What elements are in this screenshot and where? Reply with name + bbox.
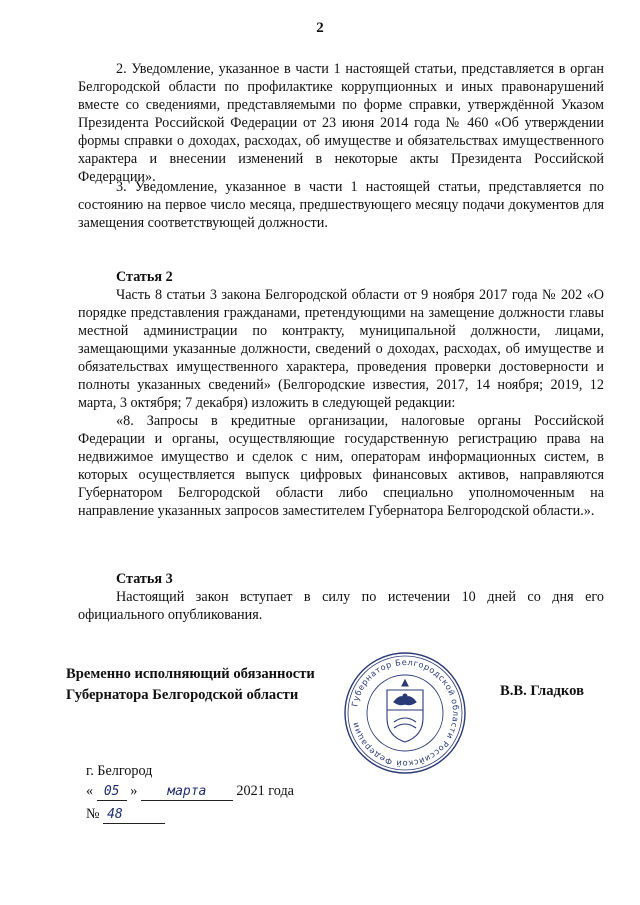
article-2 <box>78 268 604 520</box>
date-month: марта <box>167 784 207 799</box>
article-2-quote: «8. Запросы в кредитные организации, налоговые органы Российской Федерации и органы, осуществляющие государственную регистрацию права на недвижимое имущество и сделок с ним, операторам информационных систем, в которых осуществляется выпуск цифровых финансовых активов, направляются Губернатором Белгородской области либо специально уполномоченным на направление указанных запросов заместителем Губернатора Белгородской области.». <box>78 413 604 519</box>
signatory-title-line1: Временно исполняющий обязанности <box>66 666 315 682</box>
paragraph-2: 2. Уведомление, указанное в части 1 настоящей статьи, представляется в орган Белгородской области по профилактике коррупционных и иных правонарушений вместе со сведениями, представляемыми по форме справки, утверждённой Указом Президента Российской Федерации от 23 июня 2014 года № 460 «Об утверждении формы справки о доходах, расходах, об имуществе и обязательствах имущественного характера и внесении изменений в некоторые акты Президента Российской Федерации». <box>78 61 604 185</box>
article-2-text: Часть 8 статьи 3 закона Белгородской области от 9 ноября 2017 года № 202 «О порядке представления гражданами, претендующими на замещение должности главы местной администрации по контракту, муниципальной должности, лицами, замещающими указанные должности, сведений о доходах, расходах, об имуществе и обязательствах имущественного характера, проведения проверки достоверности и полноты указанных сведений» (Белгородские известия, 2017, 14 ноября; 2019, 12 марта, 3 октября; 7 декабря) изложить в следующей редакции: <box>78 287 604 411</box>
signing-place: г. Белгород <box>86 763 153 779</box>
document-number <box>86 806 165 824</box>
section-part3 <box>78 178 604 232</box>
signatory-title <box>66 664 356 706</box>
signatory-name: В.В. Гладков <box>500 683 584 699</box>
signatory-title-line2: Губернатора Белгородской области <box>66 687 299 703</box>
official-seal <box>342 650 468 776</box>
number-label: № <box>86 806 100 822</box>
page-number: 2 <box>316 20 324 36</box>
article-3-text: Настоящий закон вступает в силу по истечении 10 дней со дня его официального опубликования. <box>78 589 604 623</box>
paragraph-3: 3. Уведомление, указанное в части 1 настоящей статьи, представляется по состоянию на первое число месяца, предшествующего месяцу подачи документов для замещения соответствующей должности. <box>78 179 604 231</box>
article-2-heading: Статья 2 <box>116 269 173 285</box>
coat-of-arms-icon <box>387 680 423 742</box>
date-year: 2021 года <box>236 783 294 799</box>
signing-date <box>86 783 294 801</box>
article-3-heading: Статья 3 <box>116 571 173 587</box>
date-open-quote: « <box>86 783 94 799</box>
article-3 <box>78 570 604 624</box>
date-close-quote: » <box>130 783 138 799</box>
section-part2 <box>78 60 604 186</box>
number-value: 48 <box>107 807 123 822</box>
svg-text:Губернатор Белгородской област <box>349 657 461 769</box>
date-day: 05 <box>103 784 120 799</box>
seal-text: Губернатор Белгородской области Российской Федерации <box>349 656 462 770</box>
